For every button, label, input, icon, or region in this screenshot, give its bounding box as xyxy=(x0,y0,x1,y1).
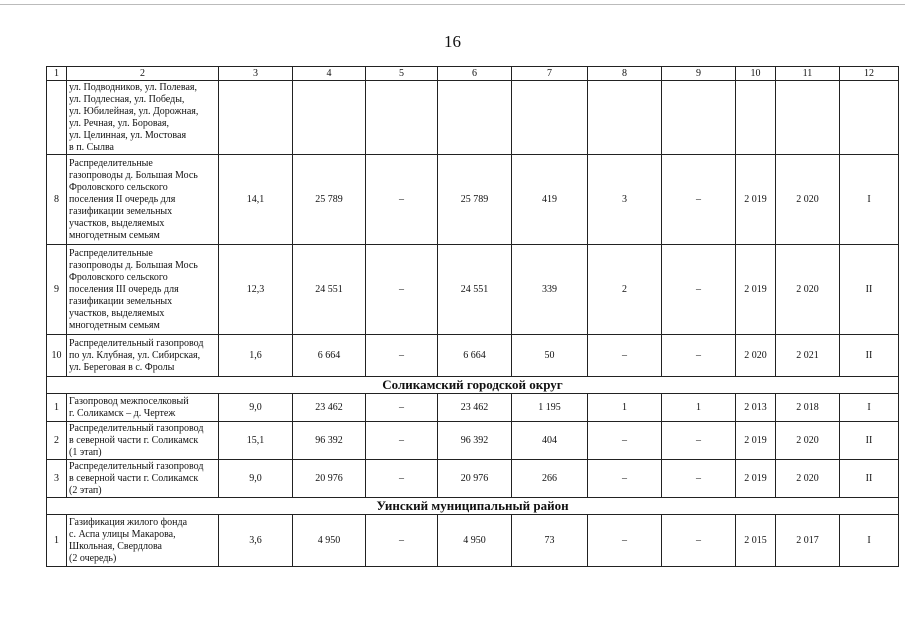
column-number: 12 xyxy=(840,67,899,81)
value-cell: 24 551 xyxy=(293,245,366,335)
value-cell: – xyxy=(662,245,736,335)
value-cell: 9,0 xyxy=(219,460,293,498)
text-line: Распределительные xyxy=(69,157,153,169)
text-line: многодетным семьям xyxy=(69,319,160,331)
value-cell: 2 020 xyxy=(776,460,840,498)
column-number: 8 xyxy=(588,67,662,81)
text-line: ул. Юбилейная, ул. Дорожная, xyxy=(69,105,199,117)
table-cell xyxy=(293,81,366,155)
object-name-cell xyxy=(67,460,219,498)
value-cell: 25 789 xyxy=(293,155,366,245)
page-top-rule xyxy=(0,4,905,5)
value-cell: 6 664 xyxy=(293,335,366,377)
value-cell: I xyxy=(840,394,899,422)
column-number: 10 xyxy=(736,67,776,81)
value-cell: 266 xyxy=(512,460,588,498)
column-number: 2 xyxy=(67,67,219,81)
row-number-cell: 1 xyxy=(47,394,67,422)
value-cell: 15,1 xyxy=(219,422,293,460)
table-row xyxy=(47,245,899,335)
row-number-cell: 10 xyxy=(47,335,67,377)
value-cell: II xyxy=(840,335,899,377)
value-cell: – xyxy=(366,335,438,377)
value-cell: – xyxy=(662,335,736,377)
text-line: ул. Подлесная, ул. Победы, xyxy=(69,93,185,105)
table-row xyxy=(47,394,899,422)
table-cell xyxy=(588,81,662,155)
row-number-cell: 2 xyxy=(47,422,67,460)
value-cell: 2 019 xyxy=(736,422,776,460)
table-cell xyxy=(219,81,293,155)
value-cell: – xyxy=(662,460,736,498)
value-cell: 20 976 xyxy=(293,460,366,498)
value-cell: – xyxy=(588,460,662,498)
value-cell: 73 xyxy=(512,515,588,567)
table-row xyxy=(47,155,899,245)
value-cell: 2 015 xyxy=(736,515,776,567)
value-cell: 4 950 xyxy=(293,515,366,567)
text-line: с. Аспа улицы Макарова, xyxy=(69,528,176,540)
column-number: 7 xyxy=(512,67,588,81)
text-line: поселения II очередь для xyxy=(69,193,176,205)
value-cell: 2 019 xyxy=(736,155,776,245)
value-cell: 3,6 xyxy=(219,515,293,567)
table-cell xyxy=(366,81,438,155)
text-line: газопроводы д. Большая Мось xyxy=(69,259,198,271)
text-line: ул. Речная, ул. Боровая, xyxy=(69,117,170,129)
text-line: по ул. Клубная, ул. Сибирская, xyxy=(69,349,201,361)
value-cell: 96 392 xyxy=(438,422,512,460)
value-cell: 4 950 xyxy=(438,515,512,567)
value-cell: 96 392 xyxy=(293,422,366,460)
text-line: Распределительный газопровод xyxy=(69,422,204,434)
table-row xyxy=(47,422,899,460)
row-number-cell: 8 xyxy=(47,155,67,245)
table-cell xyxy=(47,81,67,155)
object-name-cell xyxy=(67,155,219,245)
text-line: Фроловского сельского xyxy=(69,181,168,193)
value-cell: 2 020 xyxy=(776,245,840,335)
row-number-cell: 1 xyxy=(47,515,67,567)
table-cell xyxy=(662,81,736,155)
value-cell: 1 xyxy=(662,394,736,422)
object-name-cell xyxy=(67,422,219,460)
value-cell: 419 xyxy=(512,155,588,245)
value-cell: II xyxy=(840,422,899,460)
text-line: ул. Целинная, ул. Мостовая xyxy=(69,129,187,141)
value-cell: – xyxy=(366,422,438,460)
text-line: участков, выделяемых xyxy=(69,217,165,229)
column-number-row xyxy=(47,67,899,81)
value-cell: – xyxy=(366,515,438,567)
text-line: Распределительные xyxy=(69,247,153,259)
value-cell: 23 462 xyxy=(293,394,366,422)
text-line: Школьная, Свердлова xyxy=(69,540,162,552)
table-row xyxy=(47,335,899,377)
text-line: Газопровод межпоселковый xyxy=(69,395,189,407)
column-number: 3 xyxy=(219,67,293,81)
column-number: 9 xyxy=(662,67,736,81)
column-number: 5 xyxy=(366,67,438,81)
text-line: Распределительный газопровод xyxy=(69,337,204,349)
value-cell: 1 195 xyxy=(512,394,588,422)
text-line: ул. Подводников, ул. Полевая, xyxy=(69,81,197,93)
value-cell: II xyxy=(840,460,899,498)
value-cell: 2 018 xyxy=(776,394,840,422)
table-row xyxy=(47,460,899,498)
gas-pipeline-table xyxy=(46,66,899,567)
text-line: участков, выделяемых xyxy=(69,307,165,319)
value-cell: 23 462 xyxy=(438,394,512,422)
row-number-cell: 9 xyxy=(47,245,67,335)
value-cell: 50 xyxy=(512,335,588,377)
value-cell: 1,6 xyxy=(219,335,293,377)
value-cell: – xyxy=(588,422,662,460)
text-line: в северной части г. Соликамск xyxy=(69,434,199,446)
text-line: Распределительный газопровод xyxy=(69,460,204,472)
value-cell: 24 551 xyxy=(438,245,512,335)
section-row xyxy=(47,498,899,515)
text-line: газификации земельных xyxy=(69,205,173,217)
table-cell xyxy=(840,81,899,155)
value-cell: 2 013 xyxy=(736,394,776,422)
table-row xyxy=(47,515,899,567)
value-cell: II xyxy=(840,245,899,335)
column-number: 11 xyxy=(776,67,840,81)
text-line: многодетным семьям xyxy=(69,229,160,241)
value-cell: – xyxy=(366,155,438,245)
object-name-cell xyxy=(67,515,219,567)
value-cell: 339 xyxy=(512,245,588,335)
value-cell: – xyxy=(588,335,662,377)
table-cell xyxy=(736,81,776,155)
value-cell: 2 017 xyxy=(776,515,840,567)
text-line: газопроводы д. Большая Мось xyxy=(69,169,198,181)
value-cell: 2 xyxy=(588,245,662,335)
table-cell xyxy=(776,81,840,155)
section-title: Уинский муниципальный район xyxy=(47,498,899,515)
value-cell: 2 020 xyxy=(776,155,840,245)
row-number-cell: 3 xyxy=(47,460,67,498)
value-cell: 2 019 xyxy=(736,460,776,498)
value-cell: 3 xyxy=(588,155,662,245)
value-cell: 25 789 xyxy=(438,155,512,245)
text-line: газификации земельных xyxy=(69,295,173,307)
table-cell xyxy=(438,81,512,155)
text-line: ул. Береговая в с. Фролы xyxy=(69,361,175,373)
value-cell: – xyxy=(366,245,438,335)
value-cell: I xyxy=(840,155,899,245)
value-cell: I xyxy=(840,515,899,567)
object-name-cell xyxy=(67,81,219,155)
value-cell: 9,0 xyxy=(219,394,293,422)
value-cell: 404 xyxy=(512,422,588,460)
value-cell: 2 020 xyxy=(736,335,776,377)
section-title: Соликамский городской округ xyxy=(47,377,899,394)
text-line: (1 этап) xyxy=(69,446,102,458)
text-line: (2 очередь) xyxy=(69,552,117,564)
value-cell: 1 xyxy=(588,394,662,422)
value-cell: 6 664 xyxy=(438,335,512,377)
object-name-cell xyxy=(67,245,219,335)
value-cell: – xyxy=(662,422,736,460)
text-line: Фроловского сельского xyxy=(69,271,168,283)
value-cell: – xyxy=(588,515,662,567)
value-cell: 20 976 xyxy=(438,460,512,498)
table-cell xyxy=(512,81,588,155)
text-line: (2 этап) xyxy=(69,484,102,496)
text-line: в северной части г. Соликамск xyxy=(69,472,199,484)
value-cell: – xyxy=(366,460,438,498)
object-name-cell xyxy=(67,394,219,422)
text-line: г. Соликамск – д. Чертеж xyxy=(69,407,176,419)
column-number: 4 xyxy=(293,67,366,81)
text-line: Газификация жилого фонда xyxy=(69,516,188,528)
value-cell: – xyxy=(662,515,736,567)
value-cell: 2 020 xyxy=(776,422,840,460)
section-row xyxy=(47,377,899,394)
value-cell: – xyxy=(366,394,438,422)
text-line: поселения III очередь для xyxy=(69,283,179,295)
value-cell: 2 021 xyxy=(776,335,840,377)
value-cell: 12,3 xyxy=(219,245,293,335)
continuation-row xyxy=(47,81,899,155)
value-cell: – xyxy=(662,155,736,245)
column-number: 1 xyxy=(47,67,67,81)
column-number: 6 xyxy=(438,67,512,81)
page-number: 16 xyxy=(444,32,461,51)
text-line: в п. Сылва xyxy=(69,141,114,153)
value-cell: 14,1 xyxy=(219,155,293,245)
value-cell: 2 019 xyxy=(736,245,776,335)
object-name-cell xyxy=(67,335,219,377)
